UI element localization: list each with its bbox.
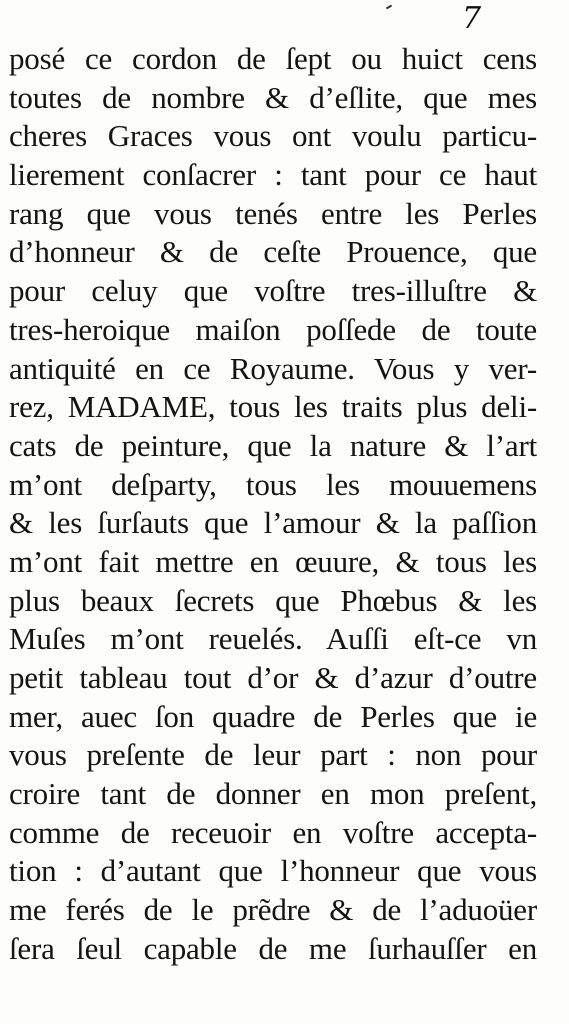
text-line: croire tant de donner en mon preſent,: [9, 776, 537, 812]
text-line: plus beaux ſecrets que Phœbus & les: [9, 582, 537, 618]
text-line: cheres Graces vous ont voulu particu-: [9, 118, 537, 154]
text-line: ſera ſeul capable de me ſurhauſſer en: [9, 930, 537, 966]
text-line: cats de peinture, que la nature & l’art: [9, 427, 537, 463]
text-line: m’ont deſparty, tous les mouuemens: [9, 466, 537, 502]
page-number: 7: [462, 1, 482, 36]
text-line: toutes de nombre & d’eſlite, que mes: [9, 79, 537, 115]
text-line: posé ce cordon de ſept ou huict cens: [9, 41, 537, 76]
text-line: rang que vous tenés entre les Perles: [9, 195, 537, 231]
text-line: d’honneur & de ceſte Prouence, que: [9, 234, 537, 270]
text-line: me ferés de le prẽdre & de l’aduoüer: [9, 892, 537, 928]
text-line: vous preſente de leur part : non pour: [9, 737, 537, 773]
text-line: comme de receuoir en voſtre accepta-: [9, 814, 537, 850]
text-line: lierement conſacrer : tant pour ce haut: [9, 157, 537, 193]
body-text: [9, 40, 537, 969]
text-line: tres-heroique maiſon poſſede de toute: [9, 311, 537, 347]
text-line: m’ont fait mettre en œuure, & tous les: [9, 543, 537, 579]
text-line: mer, auec ſon quadre de Perles que ie: [9, 698, 537, 734]
text-line: & les ſurſauts que l’amour & la paſſion: [9, 505, 537, 541]
text-line: tion : d’autant que l’honneur que vous: [9, 853, 537, 889]
text-line: pour celuy que voſtre tres-illuſtre &: [9, 273, 537, 309]
text-line: antiquité en ce Royaume. Vous y ver-: [9, 350, 537, 386]
ink-mark: [386, 5, 392, 10]
text-line: Muſes m’ont reuelés. Auſſi eſt-ce vn: [9, 621, 537, 657]
text-line: petit tableau tout d’or & d’azur d’outre: [9, 660, 537, 695]
text-line: rez, MADAME, tous les traits plus deli-: [9, 389, 537, 425]
